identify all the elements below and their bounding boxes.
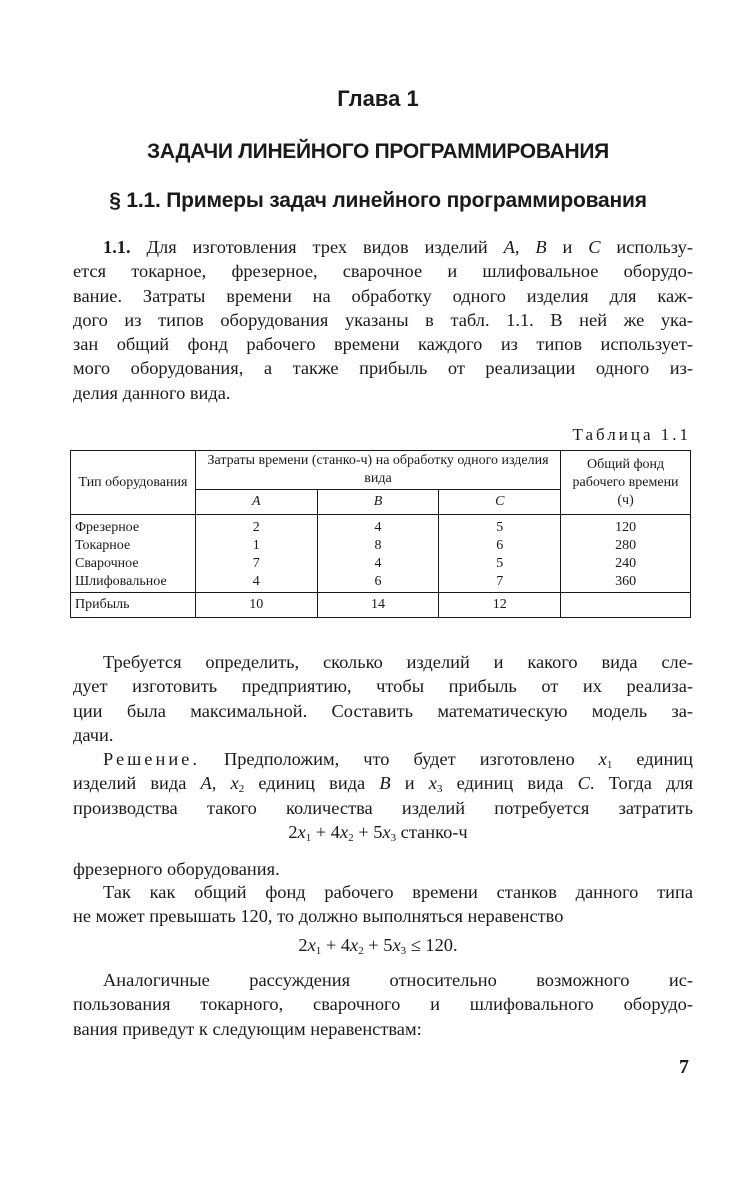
cell-c: 5 bbox=[439, 555, 561, 573]
cell-a: 4 bbox=[195, 573, 317, 593]
text-line: не может превышать 120, то должно выполняться неравенство bbox=[73, 906, 564, 927]
text-line: Аналогичные рассуждения относительно возможного ис- bbox=[103, 970, 693, 990]
cell-fund: 240 bbox=[561, 555, 691, 573]
text-line: ции была максимальной. Составить математическую модель за- bbox=[73, 700, 693, 721]
paragraph-milling bbox=[73, 857, 693, 881]
row-name: Шлифовальное bbox=[71, 573, 196, 593]
text-line: ется токарное, фрезерное, сварочное и шлифовальное оборудо- bbox=[73, 261, 693, 282]
cell-a: 1 bbox=[195, 537, 317, 555]
header-time-cost: Затраты времени (станко-ч) на обработку одного изделия вида bbox=[195, 451, 560, 490]
cell-a: 7 bbox=[195, 555, 317, 573]
table-caption: Таблица 1.1 bbox=[572, 425, 691, 444]
profit-fund bbox=[561, 593, 691, 618]
text-line: делия данного вида. bbox=[73, 382, 231, 403]
cell-fund: 360 bbox=[561, 573, 691, 593]
text-line: дует изготовить предприятию, чтобы прибыль от их реализа- bbox=[73, 676, 693, 697]
text-line: дого из типов оборудования указаны в табл. 1.1. В ней же ука- bbox=[73, 309, 693, 330]
table-row bbox=[71, 537, 691, 555]
header-col-b: B bbox=[317, 490, 439, 515]
profit-c: 12 bbox=[439, 593, 561, 618]
text-line: изделий вида A, $x_2$ единиц вида B и $x_3$ единиц вида C. Тогда для bbox=[73, 773, 694, 796]
text-line: мого оборудования, а также прибыль от реализации одного из- bbox=[73, 358, 693, 379]
header-total-fund: Общий фонд рабочего времени (ч) bbox=[561, 451, 691, 515]
header-col-a: A bbox=[195, 490, 317, 515]
text-line: производства такого количества изделий потребуется затратить bbox=[73, 797, 693, 818]
text-line: вание. Затраты времени на обработку одного изделия для каж- bbox=[73, 285, 693, 306]
text-line: Так как общий фонд рабочего времени станков данного типа bbox=[103, 882, 693, 902]
table-row bbox=[71, 515, 691, 538]
cell-a: 2 bbox=[195, 515, 317, 538]
chapter-title: ЗАДАЧИ ЛИНЕЙНОГО ПРОГРАММИРОВАНИЯ bbox=[147, 140, 609, 163]
paragraph-solution bbox=[73, 747, 693, 820]
text-line: зан общий фонд рабочего времени каждого из типов использует- bbox=[73, 334, 693, 355]
section-title: § 1.1. Примеры задач линейного программирования bbox=[109, 189, 647, 212]
cell-fund: 120 bbox=[561, 515, 691, 538]
text-line: Для изготовления трех видов изделий A, B и C использу- bbox=[146, 237, 693, 257]
cell-b: 6 bbox=[317, 573, 439, 593]
problem-number: 1.1. bbox=[103, 237, 131, 257]
cell-b: 4 bbox=[317, 555, 439, 573]
table-row bbox=[71, 555, 691, 573]
text-line: пользования токарного, сварочного и шлифовального оборудо- bbox=[73, 994, 693, 1015]
header-col-c: C bbox=[439, 490, 561, 515]
solution-label: Решение. bbox=[103, 749, 200, 769]
table-row bbox=[71, 573, 691, 593]
text-line: Требуется определить, сколько изделий и какого вида сле- bbox=[103, 652, 693, 672]
profit-row bbox=[71, 593, 691, 618]
cell-b: 4 bbox=[317, 515, 439, 538]
profit-label: Прибыль bbox=[71, 593, 196, 618]
paragraph-requirement bbox=[73, 650, 693, 747]
row-name: Фрезерное bbox=[71, 515, 196, 538]
paragraph-analogous bbox=[73, 968, 693, 1041]
formula-inequality: $2x_1 + 4x_2 + 5x_3 \le 120$. bbox=[298, 935, 458, 957]
cell-c: 6 bbox=[439, 537, 561, 555]
cell-fund: 280 bbox=[561, 537, 691, 555]
row-name: Токарное bbox=[71, 537, 196, 555]
header-equipment-type: Тип оборудования bbox=[71, 451, 196, 515]
profit-a: 10 bbox=[195, 593, 317, 618]
cell-c: 5 bbox=[439, 515, 561, 538]
row-name: Сварочное bbox=[71, 555, 196, 573]
text-line: дачи. bbox=[73, 724, 114, 745]
paragraph-fund-limit bbox=[73, 880, 693, 929]
text-line: Предположим, что будет изготовлено $x_1$ единиц bbox=[223, 749, 693, 771]
equipment-table bbox=[70, 450, 691, 618]
paragraph-problem-1-1 bbox=[73, 235, 693, 405]
text-line: вания приведут к следующим неравенствам: bbox=[73, 1018, 422, 1039]
cell-c: 7 bbox=[439, 573, 561, 593]
cell-b: 8 bbox=[317, 537, 439, 555]
formula-milling-time: $2x_1 + 4x_2 + 5x_3$ станко-ч bbox=[288, 822, 468, 844]
chapter-heading: Глава 1 bbox=[337, 86, 419, 111]
profit-b: 14 bbox=[317, 593, 439, 618]
page-number: 7 bbox=[679, 1056, 689, 1078]
text-line: фрезерного оборудования. bbox=[73, 859, 280, 879]
